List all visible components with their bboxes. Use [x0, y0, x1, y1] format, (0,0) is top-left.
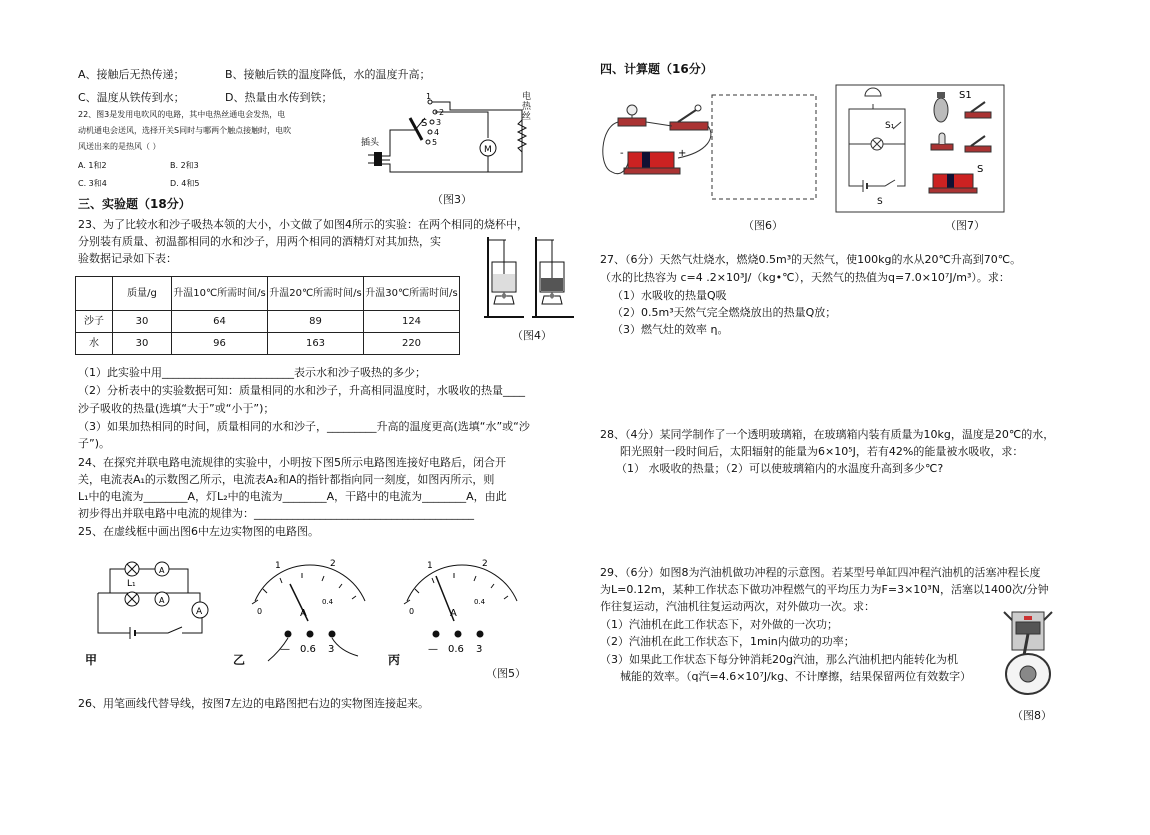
- fig5-bing-terminal-06: 0.6: [448, 644, 464, 655]
- table-cell: 水: [76, 333, 113, 355]
- fig3-contact-5: 5: [432, 138, 438, 147]
- svg-text:S: S: [877, 197, 883, 207]
- q27-sub1: （1）水吸收的热量Q吸: [612, 289, 727, 302]
- fig5-yi-terminal-minus: —: [280, 644, 290, 655]
- fig3-contact-2: 2: [439, 108, 445, 117]
- fig5-jia-a-label: A: [159, 566, 165, 575]
- fig5-yi-tick-2: 2: [330, 559, 336, 569]
- fig5-jia-ammeter-label: A: [196, 607, 203, 617]
- q29-line1: 29、（6分）如图8为汽油机做功冲程的示意图。若某型号单缸四冲程汽油机的活塞冲程长度: [600, 566, 1041, 579]
- q23-sub3b: 子”)。: [78, 437, 110, 450]
- table-row: [76, 333, 460, 355]
- q22-line1: 22、图3是发用电吹风的电路，其中电热丝通电会发热，电: [78, 110, 286, 119]
- fig4-caption: （图4）: [512, 329, 552, 342]
- q27-sub2: （2）0.5m³天然气完全燃烧放出的热量Q放；: [612, 306, 837, 319]
- svg-text:-: -: [620, 148, 624, 159]
- fig7-s-label: S: [977, 164, 984, 175]
- q23-line2: 分别装有质量、初温都相同的水和沙子，用两个相同的酒精灯对其加热，实: [78, 235, 441, 248]
- q29-sub2: （2）汽油机在此工作状态下，1min内做功的功率；: [600, 635, 855, 648]
- figure-5-bing-ammeter: [392, 556, 527, 666]
- svg-text:S₁: S₁: [885, 121, 895, 131]
- fig3-contact-4: 4: [434, 128, 440, 137]
- fig5-bing-a-label: A: [450, 608, 457, 619]
- fig5-caption: （图5）: [486, 667, 526, 680]
- table-header-cell: 升温30℃所需时间/s: [364, 277, 460, 311]
- table-header-cell: 升温20℃所需时间/s: [268, 277, 364, 311]
- q22-option-d: D. 4和5: [170, 179, 200, 188]
- fig5-yi-tick-0: 0: [257, 607, 263, 616]
- table-cell: 163: [268, 333, 364, 355]
- fig5-yi-a-label: A: [300, 608, 307, 619]
- q22-line3: 风送出来的是热风（ ）: [78, 142, 161, 151]
- q24-line4: 初步得出并联电路中电流的规律为：________________________________________: [78, 507, 474, 520]
- q21-option-b: B、接触后铁的温度降低，水的温度升高；: [225, 68, 431, 81]
- fig5-yi-label: 乙: [233, 653, 246, 667]
- figure-5-yi-ammeter: [240, 556, 375, 666]
- q21-option-d: D、热量由水传到铁；: [225, 91, 333, 104]
- fig5-bing-tick-1: 1: [427, 561, 433, 571]
- q28-line2: 阳光照射一段时间后，太阳辐射的能量为6×10⁵J，若有42%的能量被水吸收，求：: [620, 445, 1024, 458]
- fig3-contact-3: 3: [436, 118, 442, 127]
- q27-line1: 27、（6分）天然气灶烧水，燃烧0.5m³的天然气，使100kg的水从20℃升高到70℃。: [600, 253, 1022, 266]
- fig3-contact-1: 1: [426, 92, 432, 101]
- fig5-bing-tick-04: 0.4: [474, 598, 486, 606]
- table-header-cell: [76, 277, 113, 311]
- fig3-caption: （图3）: [432, 193, 472, 206]
- q24-line3: L₁中的电流为________A，灯L₂中的电流为________A，干路中的电流为________A，由此: [78, 490, 507, 503]
- table-cell: 30: [113, 311, 172, 333]
- q28-line1: 28、（4分）某同学制作了一个透明玻璃箱，在玻璃箱内装有质量为10kg，温度是20℃的水，: [600, 428, 1055, 441]
- q27-line2: （水的比热容为 c=4 .2×10³J/（kg•℃），天然气的热值为q=7.0×10⁷J/m³）。求：: [600, 271, 1010, 284]
- table-cell: 220: [364, 333, 460, 355]
- fig5-yi-terminal-3: 3: [328, 644, 335, 655]
- figure-7-circuit: [835, 84, 1005, 214]
- figure-6-physical-circuit: [598, 92, 823, 212]
- fig5-yi-tick-04: 0.4: [322, 598, 334, 606]
- fig5-yi-terminal-06: 0.6: [300, 644, 316, 655]
- fig3-switch-label: S: [421, 118, 428, 129]
- q23-sub2a: （2）分析表中的实验数据可知：质量相同的水和沙子，升高相同温度时，水吸收的热量____: [78, 384, 525, 397]
- q29-line3: 作往复运动，汽油机往复运动两次，对外做功一次。求：: [600, 600, 875, 613]
- q24-line2: 关，电流表A₁的示数图乙所示，电流表A₂和A的指针都指向同一刻度，如图丙所示，则: [78, 473, 495, 486]
- q21-option-c: C、温度从铁传到水；: [78, 91, 185, 104]
- q22-option-a: A. 1和2: [78, 161, 107, 170]
- fig8-caption: （图8）: [1012, 709, 1052, 722]
- fig5-bing-terminal-minus: —: [428, 644, 438, 655]
- figure-8-engine: [998, 608, 1058, 700]
- q24-line1: 24、在探究并联电路电流规律的实验中，小明按下图5所示电路图连接好电路后，闭合开: [78, 456, 506, 469]
- fig5-jia-label: 甲: [85, 653, 98, 667]
- table-header-row: [76, 277, 460, 311]
- table-cell: 96: [172, 333, 268, 355]
- fig5-bing-label: 丙: [388, 653, 401, 667]
- fig6-caption: （图6）: [743, 219, 783, 232]
- figure-3-hairdryer-circuit: [360, 90, 540, 190]
- q27-sub3: （3）燃气灶的效率 η。: [612, 323, 729, 336]
- fig5-yi-tick-1: 1: [275, 561, 281, 571]
- table-cell: 沙子: [76, 311, 113, 333]
- table-row: [76, 311, 460, 333]
- q23-data-table: [75, 276, 460, 355]
- q21-option-a: A、接触后无热传递；: [78, 68, 185, 81]
- q29-sub1: （1）汽油机在此工作状态下，对外做的一次功；: [600, 618, 838, 631]
- fig5-l1-label: L₁: [127, 579, 136, 589]
- table-cell: 30: [113, 333, 172, 355]
- q29-line2: 为L=0.12m，某种工作状态下做功冲程燃气的平均压力为F=3×10³N，活塞以1400次/分钟: [600, 583, 1049, 596]
- table-cell: 89: [268, 311, 364, 333]
- section3-title: 三、实验题（18分）: [78, 197, 191, 211]
- fig5-jia-a2-label: A: [159, 596, 165, 605]
- figure-4-heating-setup: [480, 232, 580, 322]
- fig5-bing-tick-0: 0: [409, 607, 415, 616]
- fig3-heater-label: 电热丝: [522, 92, 532, 122]
- q22-line2: 动机通电会送风，选择开关S同时与哪两个触点接触时，电吹: [78, 126, 292, 135]
- q23-sub2b: 沙子吸收的热量(选填“大于”或“小于”)；: [78, 402, 275, 415]
- table-header-cell: 质量/g: [113, 277, 172, 311]
- q23-sub3a: （3）如果加热相同的时间，质量相同的水和沙子，_________升高的温度更高(选填“水”或“沙: [78, 420, 530, 433]
- q29-sub3b: 械能的效率。（q汽=4.6×10⁷J/kg、不计摩擦，结果保留两位有效数字）: [620, 670, 972, 683]
- q26-text: 26、用笔画线代替导线，按图7左边的电路图把右边的实物图连接起来。: [78, 697, 429, 710]
- q22-option-c: C. 3和4: [78, 179, 107, 188]
- figure-5-jia-circuit: [90, 555, 215, 650]
- q29-sub3a: （3）如果此工作状态下每分钟消耗20g汽油，那么汽油机把内能转化为机: [600, 653, 958, 666]
- q25-text: 25、在虚线框中画出图6中左边实物图的电路图。: [78, 525, 319, 538]
- fig3-motor-label: M: [484, 145, 492, 155]
- fig7-caption: （图7）: [945, 219, 985, 232]
- svg-text:+: +: [678, 148, 687, 159]
- section4-title: 四、计算题（16分）: [600, 62, 713, 76]
- q22-option-b: B. 2和3: [170, 161, 199, 170]
- fig5-bing-tick-2: 2: [482, 559, 488, 569]
- q23-sub1: （1）此实验中用________________________表示水和沙子吸热的多少；: [78, 366, 426, 379]
- table-header-cell: 升温10℃所需时间/s: [172, 277, 268, 311]
- table-cell: 124: [364, 311, 460, 333]
- fig5-bing-terminal-3: 3: [476, 644, 483, 655]
- table-cell: 64: [172, 311, 268, 333]
- q23-line1: 23、为了比较水和沙子吸热本领的大小，小文做了如图4所示的实验：在两个相同的烧杯中，: [78, 218, 528, 231]
- q28-line3: （1） 水吸收的热量；（2）可以使玻璃箱内的水温度升高到多少℃?: [616, 462, 944, 475]
- fig3-plug-label: 插头: [361, 138, 380, 148]
- q23-line3: 验数据记录如下表：: [78, 252, 177, 265]
- fig7-s1-label: S1: [959, 90, 972, 101]
